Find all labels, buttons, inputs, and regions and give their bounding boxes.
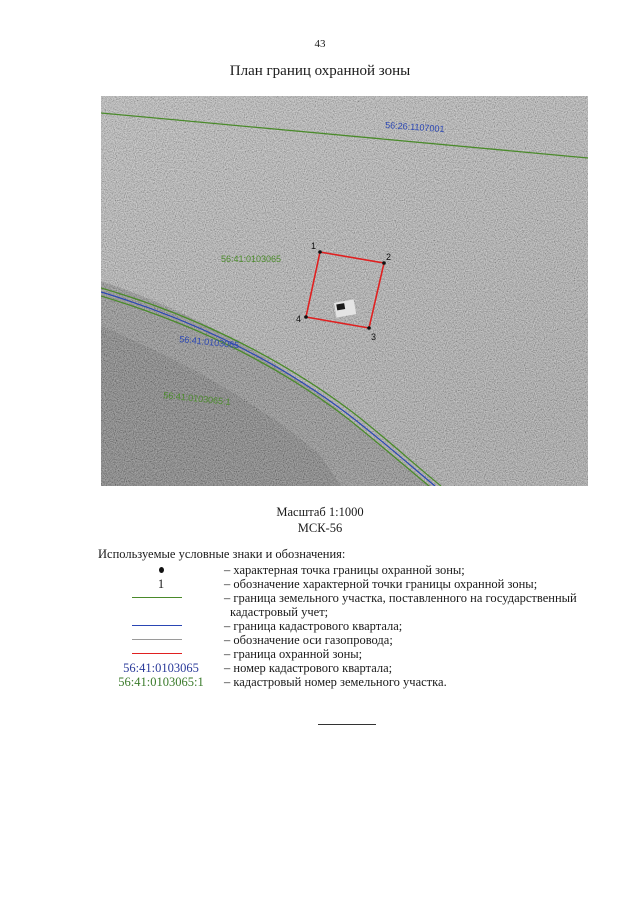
legend-text: – характерная точка границы охранной зоны; <box>224 563 465 577</box>
parcel-number-sample: 56:41:0103065:1 <box>118 675 204 689</box>
legend-row-parcel-number <box>98 675 598 689</box>
quarter-label-low: 56:41:0103065 <box>178 334 240 351</box>
parcel-label-low: 56:41:0103065:1 <box>162 390 232 408</box>
legend-text: – обозначение оси газопровода; <box>224 633 393 647</box>
coord-system: МСК-56 <box>297 521 343 535</box>
legend-text: – граница земельного участка, поставленного на государственный <box>224 591 577 605</box>
point-label-1: 1 <box>311 241 317 251</box>
scale-block <box>0 504 640 536</box>
legend-text: – граница кадастрового квартала; <box>224 619 403 633</box>
legend-row-gas-axis <box>98 633 598 647</box>
quarter-label-top: 56:26:1107001 <box>384 120 445 135</box>
legend-row-point <box>98 563 598 577</box>
legend-title: Используемые условные знаки и обозначения: <box>98 547 346 561</box>
aerial-map <box>101 96 588 486</box>
red-line-icon <box>132 653 182 654</box>
page-title: План границ охранной зоны <box>229 63 411 79</box>
legend-row-point-label <box>98 577 598 591</box>
legend-row-quarter-number <box>98 661 598 675</box>
point-label-3: 3 <box>371 332 377 342</box>
point-number-sample: 1 <box>157 577 165 591</box>
legend <box>98 563 598 689</box>
point-label-4: 4 <box>296 314 302 324</box>
point-label-2: 2 <box>386 252 392 262</box>
legend-text: – граница охранной зоны; <box>224 647 363 661</box>
page-number: 43 <box>314 38 326 50</box>
legend-row-zone-boundary <box>98 647 598 661</box>
legend-text: кадастровый учет; <box>230 605 329 619</box>
legend-text: – кадастровый номер земельного участка. <box>224 675 447 689</box>
gray-line-icon <box>132 639 182 640</box>
blue-line-icon <box>132 625 182 626</box>
legend-row-parcel-boundary <box>98 591 598 605</box>
scale-text: Масштаб 1:1000 <box>276 505 364 519</box>
green-line-icon <box>132 597 182 598</box>
point-dot-icon <box>159 567 164 573</box>
legend-row-parcel-boundary-cont <box>98 605 598 619</box>
quarter-number-sample: 56:41:0103065 <box>123 661 199 675</box>
legend-text: – обозначение характерной точки границы охранной зоны; <box>224 577 538 591</box>
legend-text: – номер кадастрового квартала; <box>224 661 393 675</box>
parcel-label-mid: 56:41:0103065 <box>221 254 282 264</box>
legend-row-quarter-boundary <box>98 619 598 633</box>
bottom-divider <box>318 724 376 725</box>
